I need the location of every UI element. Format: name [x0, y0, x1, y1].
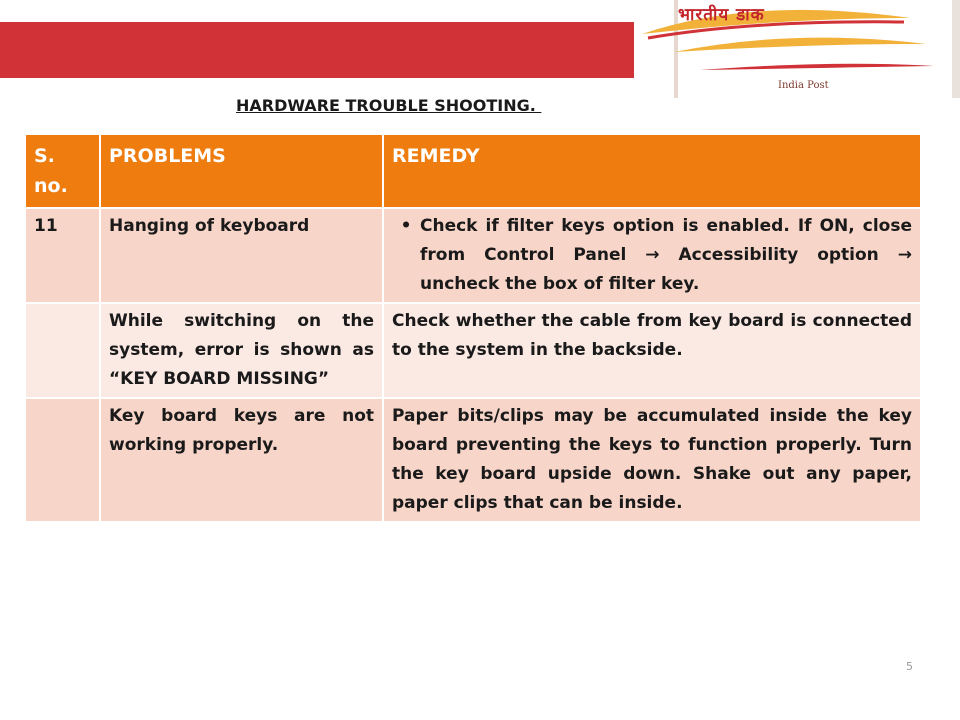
logo-english-text: India Post — [778, 80, 829, 91]
header-remedy: REMEDY — [383, 134, 921, 208]
troubleshooting-table — [24, 133, 922, 523]
cell-problem: While switching on the system, error is shown as “KEY BOARD MISSING” — [100, 303, 383, 398]
cell-remedy: Paper bits/clips may be accumulated inside the key board preventing the keys to function properly. Turn the key board upside down. Shake out any paper, paper clips that can be inside. — [383, 398, 921, 522]
cell-remedy — [383, 208, 921, 303]
slide-number: 5 — [906, 660, 913, 673]
header-problems: PROBLEMS — [100, 134, 383, 208]
bullet-icon: • — [400, 216, 412, 236]
logo-hindi-text: भारतीय डाक — [678, 5, 765, 25]
cell-sno — [25, 398, 100, 522]
cell-problem: Key board keys are not working properly. — [100, 398, 383, 522]
remedy-text: Check if filter keys option is enabled. If ON, close from Control Panel → Accessibility option → uncheck the box of filter key. — [420, 216, 912, 294]
header-sno: S. no. — [25, 134, 100, 208]
right-edge-divider — [952, 0, 960, 98]
cell-remedy: Check whether the cable from key board is connected to the system in the backside. — [383, 303, 921, 398]
cell-problem: Hanging of keyboard — [100, 208, 383, 303]
table-row — [25, 398, 921, 522]
page-title: HARDWARE TROUBLE SHOOTING. — [236, 96, 542, 115]
cell-sno — [25, 303, 100, 398]
india-post-logo — [634, 0, 952, 98]
cell-sno: 11 — [25, 208, 100, 303]
table-row — [25, 208, 921, 303]
table-header-row — [25, 134, 921, 208]
table-row — [25, 303, 921, 398]
